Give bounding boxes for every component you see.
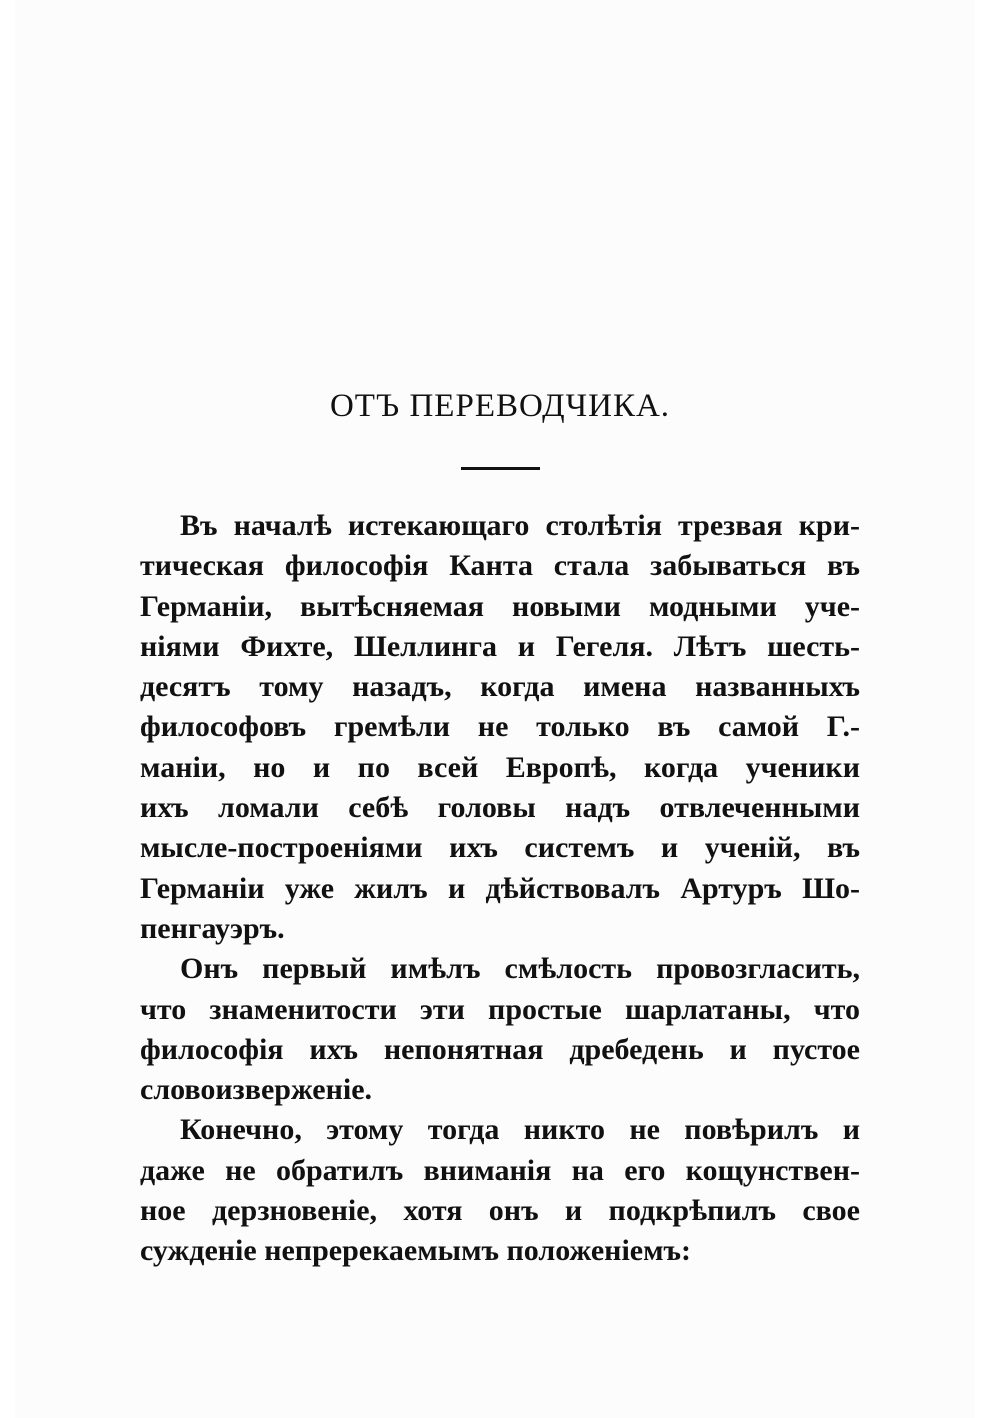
text-line: Онъ первый имѣлъ смѣлость провозгласить, <box>180 952 860 986</box>
text-line: ихъ ломали себѣ головы надъ отвлеченными <box>140 791 860 825</box>
paragraph-1 <box>140 506 860 949</box>
text-line: ніями Фихте, Шеллинга и Гегеля. Лѣтъ шесть- <box>140 629 860 663</box>
text-line: что знаменитости эти простые шарлатаны, что <box>140 992 860 1026</box>
text-line: Въ началѣ истекающаго столѣтія трезвая кри- <box>180 509 860 542</box>
text-line: ное дерзновеніе, хотя онъ и подкрѣпилъ свое <box>140 1194 860 1228</box>
text-line: мысле-построеніями ихъ системъ и ученій, въ <box>140 831 860 865</box>
text-line: словоизверженіе. <box>140 1073 373 1107</box>
chapter-heading: ОТЪ ПЕРЕВОДЧИКА. <box>329 388 671 424</box>
heading-divider <box>461 467 540 470</box>
text-line: Германіи, вытѣсняемая новыми модными уче- <box>140 589 860 623</box>
paragraph-3 <box>140 1110 860 1271</box>
text-line: философія ихъ непонятная дребедень и пустое <box>140 1032 860 1066</box>
text-line: Германіи уже жилъ и дѣйствовалъ Артуръ Шо- <box>140 871 860 905</box>
text-line: пенгауэръ. <box>140 911 285 945</box>
text-line: десятъ тому назадъ, когда имена названныхъ <box>140 670 860 704</box>
text-line: философовъ гремѣли не только въ самой Г.- <box>140 710 860 744</box>
text-line: сужденіе непререкаемымъ положеніемъ: <box>140 1234 692 1268</box>
paragraph-2 <box>140 949 860 1110</box>
body-text <box>140 506 860 1272</box>
text-line: даже не обратилъ вниманія на его кощунствен- <box>140 1153 860 1187</box>
text-line: Конечно, этому тогда никто не повѣрилъ и <box>180 1113 860 1147</box>
text-line: тическая философія Канта стала забываться въ <box>140 549 860 583</box>
text-line: маніи, но и по всей Европѣ, когда ученики <box>140 750 860 784</box>
